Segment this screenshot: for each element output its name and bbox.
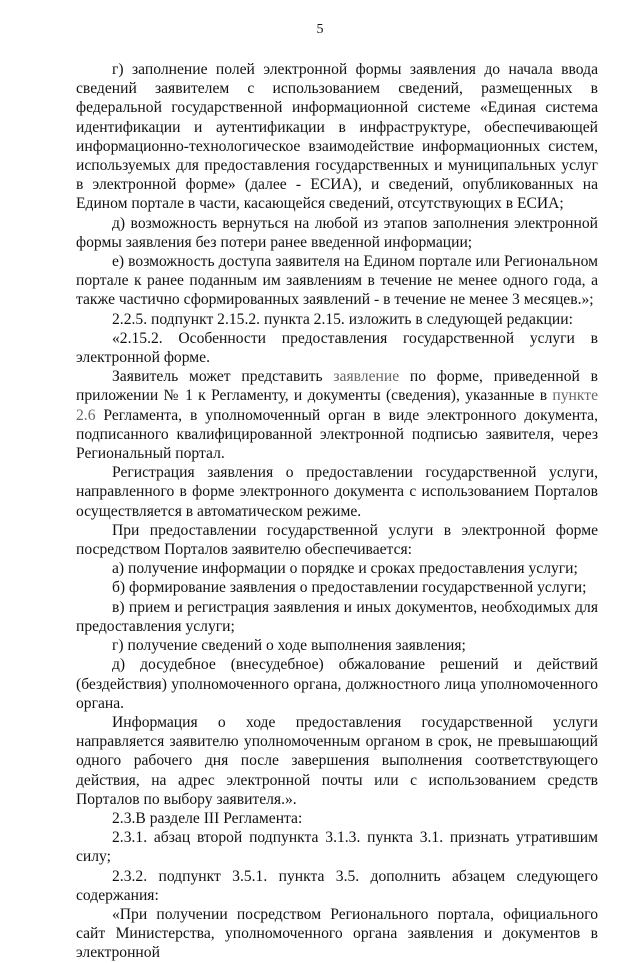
paragraph-13: д) досудебное (внесудебное) обжалование решений и действий (бездействия) уполномоченного органа, должностного лица уполномоченного органа.: [76, 656, 598, 712]
paragraph-18: «При получении посредством Регионального портала, официального сайт Министерства, уполномоченного органа заявления и документов в электронной: [76, 905, 598, 962]
paragraph-12: г) получение сведений о ходе выполнения заявления;: [112, 637, 466, 655]
punkt-2-6-link[interactable]: пункте 2.6: [76, 387, 598, 424]
paragraph-1: г) заполнение полей электронной формы заявления до начала ввода сведений заявителем с использованием сведений, размещенных в федеральной государственной информационной системе «Единая система идентификации и аутентификации в инфраструктуре, обеспечивающей информационно-технологическое взаимодействие информационных систем, используемых для предоставления государственных и муниципальных услуг в электронной форме» (далее - ЕСИА), и сведений, опубликованных на Едином портале в части, касающейся сведений, отсутствующих в ЕСИА;: [76, 61, 598, 213]
paragraph-6-text-a: Заявитель может представить: [112, 368, 334, 386]
paragraph-4: 2.2.5. подпункт 2.15.2. пункта 2.15. изложить в следующей редакции:: [112, 310, 573, 328]
paragraph-17: 2.3.2. подпункт 3.5.1. пункта 3.5. дополнить абзацем следующего содержания:: [76, 867, 598, 904]
paragraph-6-text-b: по форме, приведенной в приложении № 1 к Регламенту, и документы (сведения), указанные в: [76, 368, 598, 405]
paragraph-6: [76, 367, 598, 463]
paragraph-7: Регистрация заявления о предоставлении государственной услуги, направленного в форме электронного документа с использованием Порталов осуществляется в автоматическом режиме.: [76, 464, 598, 520]
paragraph-3: е) возможность доступа заявителя на Едином портале или Региональном портале к ранее поданным им заявлениям в течение не менее одного года, а также частично сформированных заявлений - в течение не менее 3 месяцев.»;: [76, 253, 598, 309]
paragraph-9: а) получение информации о порядке и сроках предоставления услуги;: [112, 560, 578, 578]
paragraph-14: Информация о ходе предоставления государственной услуги направляется заявителю уполномоченным органом в срок, не превышающий одного рабочего дня после завершения выполнения соответствующего действия, на адрес электронной почты или с использованием средств Порталов по выбору заявителя.».: [76, 713, 598, 808]
paragraph-16: 2.3.1. абзац второй подпункта 3.1.3. пункта 3.1. признать утратившим силу;: [76, 829, 598, 866]
document-body: [76, 60, 598, 963]
paragraph-10: б) формирование заявления о предоставлении государственной услуги;: [112, 579, 587, 597]
paragraph-5: «2.15.2. Особенности предоставления государственной услуги в электронной форме.: [76, 329, 598, 367]
paragraph-6-text-c: Регламента, в уполномоченный орган в виде электронного документа, подписанного квалифицированной электронной подписью заявителя, через Региональный портал.: [76, 406, 598, 463]
paragraph-15: 2.3.В разделе III Регламента:: [112, 809, 303, 827]
paragraph-8: При предоставлении государственной услуги в электронной форме посредством Порталов заявителю обеспечивается:: [76, 521, 598, 559]
page-number: 5: [316, 22, 324, 37]
zayavlenie-link[interactable]: заявление: [333, 368, 400, 386]
paragraph-11: в) прием и регистрация заявления и иных документов, необходимых для предоставления услуги;: [76, 598, 598, 635]
paragraph-2: д) возможность вернуться на любой из этапов заполнения электронной формы заявления без потери ранее введенной информации;: [76, 214, 598, 251]
